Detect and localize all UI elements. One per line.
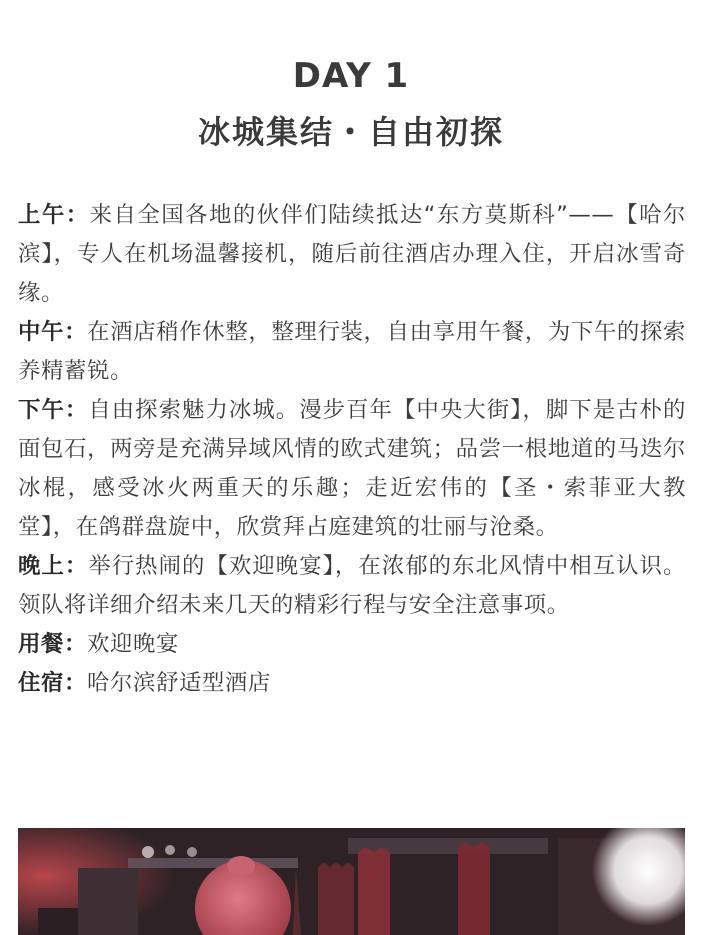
itinerary-label: 下午： [18, 397, 89, 423]
street-scene-photo [18, 828, 685, 935]
itinerary-evening [18, 547, 686, 625]
itinerary-text: 在酒店稍作休整，整理行装，自由享用午餐，为下午的探索养精蓄锐。 [18, 319, 686, 384]
itinerary-label: 上午： [18, 202, 90, 228]
street-scene-illustration [18, 828, 685, 935]
itinerary-text: 哈尔滨舒适型酒店 [86, 670, 271, 696]
itinerary-afternoon [18, 391, 686, 547]
itinerary-text: 自由探索魅力冰城。漫步百年【中央大街】，脚下是古朴的面包石，两旁是充满异域风情的欧式建筑；品尝一根地道的马迭尔冰棍，感受冰火两重天的乐趣；走近宏伟的【圣・索菲亚大教堂】，在鸽群盘旋中，欣赏拜占庭建筑的壮丽与沧桑。 [18, 397, 686, 540]
itinerary-lodging [18, 664, 686, 703]
itinerary-label: 住宿： [18, 670, 87, 696]
day-title: DAY 1 [292, 56, 410, 96]
itinerary-text: 举行热闹的【欢迎晚宴】，在浓郁的东北风情中相互认识。领队将详细介绍未来几天的精彩行程与安全注意事项。 [18, 553, 686, 618]
itinerary-meals [18, 625, 686, 664]
itinerary-label: 中午： [18, 319, 88, 345]
itinerary-text: 来自全国各地的伙伴们陆续抵达“东方莫斯科”——【哈尔滨】，专人在机场温馨接机，随后前往酒店办理入住，开启冰雪奇缘。 [18, 202, 686, 306]
day-header [0, 0, 702, 152]
itinerary-label: 晚上： [18, 553, 89, 579]
itinerary-label: 用餐： [18, 631, 87, 657]
itinerary-morning [18, 196, 686, 313]
itinerary-content [18, 196, 686, 703]
itinerary-text: 欢迎晚宴 [86, 631, 179, 657]
day-subtitle: 冰城集结・自由初探 [197, 113, 504, 151]
itinerary-noon [18, 313, 686, 391]
